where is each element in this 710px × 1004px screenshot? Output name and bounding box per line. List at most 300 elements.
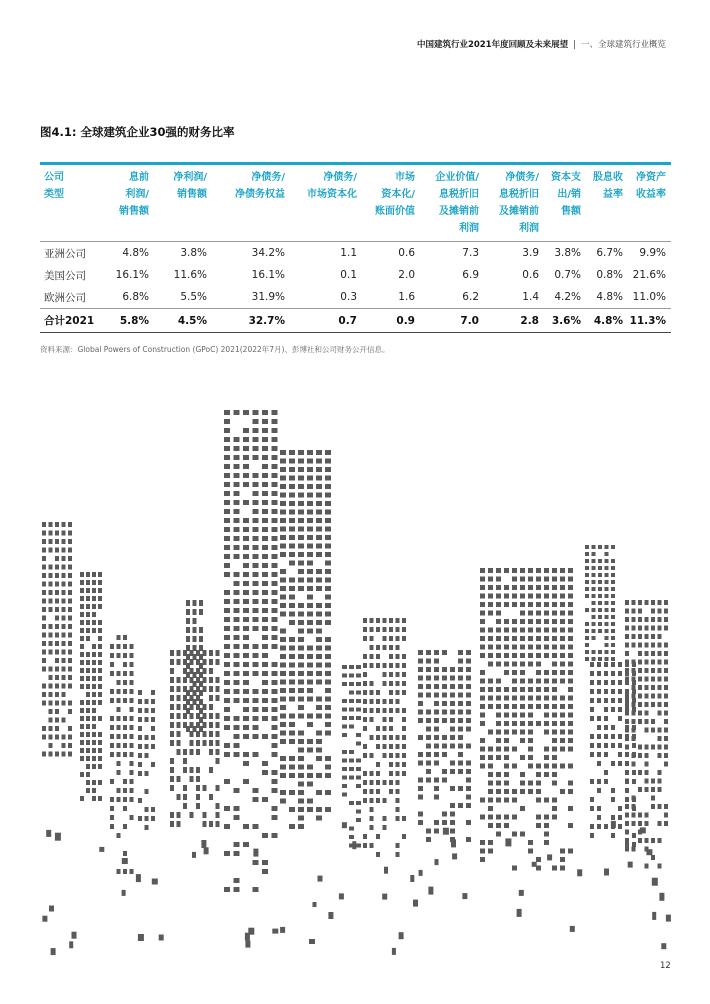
table-cell: 0.9	[362, 309, 420, 333]
building-window	[298, 773, 304, 778]
building-window	[316, 578, 322, 583]
building-window	[42, 641, 46, 646]
building-window	[62, 590, 66, 595]
building-window	[325, 527, 331, 532]
building-window	[488, 653, 493, 658]
building-window	[316, 518, 322, 523]
building-window	[62, 658, 66, 663]
building-window	[389, 699, 393, 704]
building-window	[458, 650, 463, 655]
building-window	[49, 650, 53, 655]
building-window	[62, 650, 66, 655]
building-window	[307, 799, 313, 804]
building-window	[298, 748, 304, 753]
building-window	[625, 677, 629, 682]
column-header-line: 净债务/	[323, 172, 357, 183]
building-window	[151, 762, 155, 767]
building-window	[243, 653, 249, 658]
building-window	[42, 565, 46, 570]
building-window	[196, 740, 200, 746]
building-window	[604, 779, 608, 784]
building-window	[138, 816, 142, 821]
building-window	[190, 740, 194, 746]
building-window	[289, 731, 295, 736]
building-window	[216, 650, 220, 656]
building-window	[651, 779, 655, 784]
building-window	[632, 660, 636, 665]
building-window	[62, 548, 66, 553]
building-window	[325, 620, 331, 625]
building-window	[645, 634, 649, 639]
building-window	[298, 552, 304, 557]
building-window	[325, 578, 331, 583]
building-window	[597, 743, 601, 748]
table-cell: 32.7%	[212, 309, 290, 333]
building-window	[520, 619, 525, 624]
column-header-line: 益率	[603, 189, 623, 200]
building-window	[590, 833, 594, 838]
building-window	[272, 698, 278, 703]
building-window	[298, 603, 304, 608]
building-window	[618, 761, 622, 766]
building-window	[611, 707, 615, 712]
building-window	[389, 753, 393, 758]
building-window	[651, 634, 655, 639]
building-window	[145, 789, 149, 794]
building-window	[611, 566, 615, 570]
building-window	[272, 527, 278, 532]
building-window	[528, 611, 533, 616]
building-window	[138, 717, 142, 722]
building-window	[536, 594, 541, 599]
building-window	[592, 552, 596, 556]
building-window	[504, 721, 509, 726]
building-window	[349, 708, 354, 712]
building-window	[664, 617, 668, 622]
building-window	[98, 620, 102, 625]
building-window	[426, 650, 431, 655]
building-window	[80, 668, 84, 673]
building-window	[262, 608, 268, 613]
building-window	[234, 680, 240, 685]
table-cell: 4.8%	[122, 247, 149, 259]
building-window	[396, 663, 400, 668]
building-window	[280, 756, 286, 761]
building-window	[645, 702, 649, 707]
building-window	[356, 759, 361, 763]
building-window	[466, 710, 471, 715]
building-window	[62, 607, 66, 612]
building-window	[262, 707, 268, 712]
building-window	[117, 698, 121, 703]
building-window	[253, 689, 259, 694]
building-window	[552, 687, 557, 692]
table-cell: 7.3	[462, 247, 479, 259]
building-window	[262, 671, 268, 676]
building-window	[504, 730, 509, 735]
building-window	[92, 596, 96, 601]
building-window	[234, 815, 240, 820]
building-window	[262, 527, 268, 532]
building-window	[611, 608, 615, 612]
building-window	[356, 708, 361, 712]
building-window	[376, 654, 380, 659]
building-window	[568, 721, 573, 726]
building-window	[316, 510, 322, 515]
building-window	[68, 548, 72, 553]
building-window	[396, 645, 400, 650]
building-window	[216, 659, 220, 665]
building-window	[130, 725, 134, 730]
building-window	[442, 676, 447, 681]
building-window	[418, 684, 423, 689]
building-window	[234, 599, 240, 604]
building-window	[363, 798, 367, 803]
building-window	[363, 843, 367, 848]
building-window	[186, 654, 190, 660]
building-window	[55, 582, 59, 587]
building-window	[552, 738, 557, 743]
building-window	[243, 527, 249, 532]
building-window	[442, 718, 447, 723]
column-header-line: 及摊销前	[439, 206, 479, 217]
building-window	[280, 705, 286, 710]
building-window	[568, 764, 573, 769]
building-window	[209, 749, 213, 755]
building-window	[356, 674, 361, 678]
building-window	[234, 653, 240, 658]
building-window	[92, 708, 96, 713]
building-window	[110, 734, 114, 739]
building-window	[289, 663, 295, 668]
building-window	[632, 728, 636, 733]
building-window	[177, 650, 181, 656]
building-window	[55, 633, 59, 638]
building-window	[234, 689, 240, 694]
building-window	[55, 624, 59, 629]
building-window	[86, 692, 90, 697]
building-window	[658, 821, 662, 826]
building-window	[520, 602, 525, 607]
building-window	[272, 491, 278, 496]
building-window	[316, 493, 322, 498]
building-window	[592, 608, 596, 612]
building-window	[450, 710, 455, 715]
building-window	[496, 815, 501, 820]
building-window	[598, 601, 602, 605]
building-window	[62, 624, 66, 629]
building-window	[383, 699, 387, 704]
building-window	[625, 830, 629, 835]
building-window	[496, 738, 501, 743]
column-header	[544, 164, 586, 242]
building-window	[224, 626, 230, 631]
building-window	[234, 851, 240, 856]
building-window	[55, 692, 59, 697]
building-window	[186, 600, 190, 606]
building-window	[585, 650, 589, 654]
building-window	[604, 725, 608, 730]
building-window	[568, 594, 573, 599]
building-window	[110, 698, 114, 703]
building-window	[55, 522, 59, 527]
building-window	[544, 619, 549, 624]
building-window	[110, 662, 114, 667]
building-window	[618, 680, 622, 685]
table-cell: 16.1%	[251, 269, 285, 281]
building-window	[480, 611, 485, 616]
building-window	[413, 900, 418, 907]
building-window	[316, 739, 322, 744]
building-window	[625, 689, 629, 694]
building-window	[598, 587, 602, 591]
building-window	[592, 615, 596, 619]
building-window	[42, 916, 47, 922]
building-window	[458, 769, 463, 774]
building-window	[138, 934, 144, 941]
building-window	[342, 784, 347, 788]
building-window	[130, 698, 134, 703]
building-window	[611, 833, 615, 838]
building-window	[272, 626, 278, 631]
building-window	[552, 772, 557, 777]
building-window	[253, 500, 259, 505]
building-window	[419, 870, 423, 876]
building-window	[280, 773, 286, 778]
building-window	[544, 602, 549, 607]
building-window	[203, 713, 207, 719]
building-window	[196, 794, 200, 800]
building-window	[49, 599, 53, 604]
building-window	[224, 509, 230, 514]
building-window	[638, 668, 642, 673]
building-window	[418, 778, 423, 783]
building-window	[130, 689, 134, 694]
building-window	[402, 690, 406, 695]
building-window	[272, 929, 278, 934]
building-window	[280, 637, 286, 642]
building-window	[262, 464, 268, 469]
building-window	[552, 815, 557, 820]
building-window	[62, 675, 66, 680]
building-window	[298, 646, 304, 651]
building-window	[122, 858, 128, 864]
building-window	[186, 618, 190, 624]
building-window	[262, 869, 268, 874]
building-window	[325, 765, 331, 770]
building-window	[496, 772, 501, 777]
building-window	[62, 752, 66, 757]
building-window	[325, 697, 331, 702]
building-window	[418, 710, 423, 715]
building-window	[611, 601, 615, 605]
building-window	[349, 674, 354, 678]
building-window	[92, 572, 96, 577]
building-window	[86, 628, 90, 633]
building-window	[289, 790, 295, 795]
building-window	[42, 658, 46, 663]
building-window	[123, 743, 127, 748]
building-window	[272, 788, 278, 793]
building-window	[658, 668, 662, 673]
building-window	[396, 744, 400, 749]
building-window	[568, 696, 573, 701]
building-window	[466, 667, 471, 672]
building-window	[560, 645, 565, 650]
building-window	[280, 722, 286, 727]
building-window	[396, 852, 400, 857]
building-window	[186, 645, 190, 651]
building-window	[253, 419, 259, 424]
building-window	[86, 756, 90, 761]
column-header	[362, 164, 420, 242]
building-window	[349, 801, 354, 805]
building-window	[480, 815, 485, 820]
table-cell: 5.8%	[108, 309, 154, 333]
building-window	[203, 785, 207, 791]
building-window	[450, 812, 455, 817]
building-window	[62, 522, 66, 527]
building-window	[138, 699, 142, 704]
building-window	[183, 803, 187, 809]
building-window	[488, 611, 493, 616]
building-window	[370, 798, 374, 803]
building-window	[592, 566, 596, 570]
building-window	[138, 753, 142, 758]
building-window	[664, 702, 668, 707]
building-window	[451, 839, 456, 847]
building-window	[383, 726, 387, 731]
building-window	[552, 866, 557, 871]
building-window	[325, 612, 331, 617]
building-window	[92, 700, 96, 705]
building-window	[272, 608, 278, 613]
building-window	[92, 620, 96, 625]
building-window	[544, 628, 549, 633]
building-window	[528, 602, 533, 607]
building-window	[316, 501, 322, 506]
building-window	[216, 677, 220, 683]
building-window	[186, 726, 190, 732]
building-window	[186, 690, 190, 696]
row-label: 美国公司	[44, 269, 86, 282]
building-window	[80, 684, 84, 689]
building-window	[528, 636, 533, 641]
building-window	[532, 862, 537, 867]
building-window	[177, 677, 181, 683]
building-window	[664, 643, 668, 648]
building-window	[605, 587, 609, 591]
building-window	[243, 500, 249, 505]
building-window	[289, 459, 295, 464]
building-window	[86, 748, 90, 753]
building-window	[536, 585, 541, 590]
building-window	[442, 650, 447, 655]
building-window	[42, 692, 46, 697]
building-window	[496, 823, 501, 828]
building-window	[585, 643, 589, 647]
building-window	[560, 738, 565, 743]
building-window	[618, 815, 622, 820]
building-window	[664, 753, 668, 758]
building-window	[426, 735, 431, 740]
building-window	[611, 657, 615, 661]
building-window	[605, 573, 609, 577]
building-window	[638, 813, 642, 818]
building-window	[199, 645, 203, 651]
building-window	[658, 864, 662, 869]
building-window	[193, 699, 197, 705]
building-window	[243, 842, 249, 847]
building-window	[418, 752, 423, 757]
building-window	[307, 697, 313, 702]
building-window	[625, 728, 629, 733]
building-window	[496, 585, 501, 590]
building-window	[568, 653, 573, 658]
building-window	[192, 852, 196, 858]
building-window	[512, 653, 517, 658]
building-window	[123, 806, 127, 811]
building-window	[632, 762, 636, 767]
building-window	[625, 847, 629, 852]
building-window	[298, 527, 304, 532]
building-window	[488, 764, 493, 769]
building-window	[625, 694, 629, 699]
building-window	[224, 617, 230, 622]
building-window	[289, 552, 295, 557]
building-window	[356, 699, 361, 703]
building-window	[62, 582, 66, 587]
building-window	[262, 572, 268, 577]
building-window	[68, 531, 72, 536]
building-window	[243, 608, 249, 613]
building-window	[253, 617, 259, 622]
building-window	[370, 636, 374, 641]
building-window	[458, 761, 463, 766]
building-window	[520, 679, 525, 684]
building-window	[450, 684, 455, 689]
building-window	[544, 815, 549, 820]
building-window	[504, 619, 509, 624]
building-window	[632, 753, 636, 758]
building-window	[117, 644, 121, 649]
building-window	[645, 770, 649, 775]
building-window	[183, 749, 187, 755]
building-window	[328, 912, 333, 919]
building-window	[658, 736, 662, 741]
building-window	[597, 716, 601, 721]
building-window	[605, 636, 609, 640]
building-window	[68, 633, 72, 638]
building-window	[49, 726, 53, 731]
building-window	[560, 849, 565, 854]
building-window	[611, 689, 615, 694]
building-window	[145, 753, 149, 758]
building-window	[496, 687, 501, 692]
building-window	[253, 725, 259, 730]
building-window	[512, 798, 517, 803]
building-window	[528, 628, 533, 633]
building-window	[199, 726, 203, 732]
building-window	[86, 636, 90, 641]
building-window	[117, 716, 121, 721]
building-window	[376, 744, 380, 749]
building-window	[597, 824, 601, 829]
building-window	[466, 795, 471, 800]
building-window	[466, 778, 471, 783]
building-window	[209, 740, 213, 746]
building-window	[376, 834, 380, 839]
